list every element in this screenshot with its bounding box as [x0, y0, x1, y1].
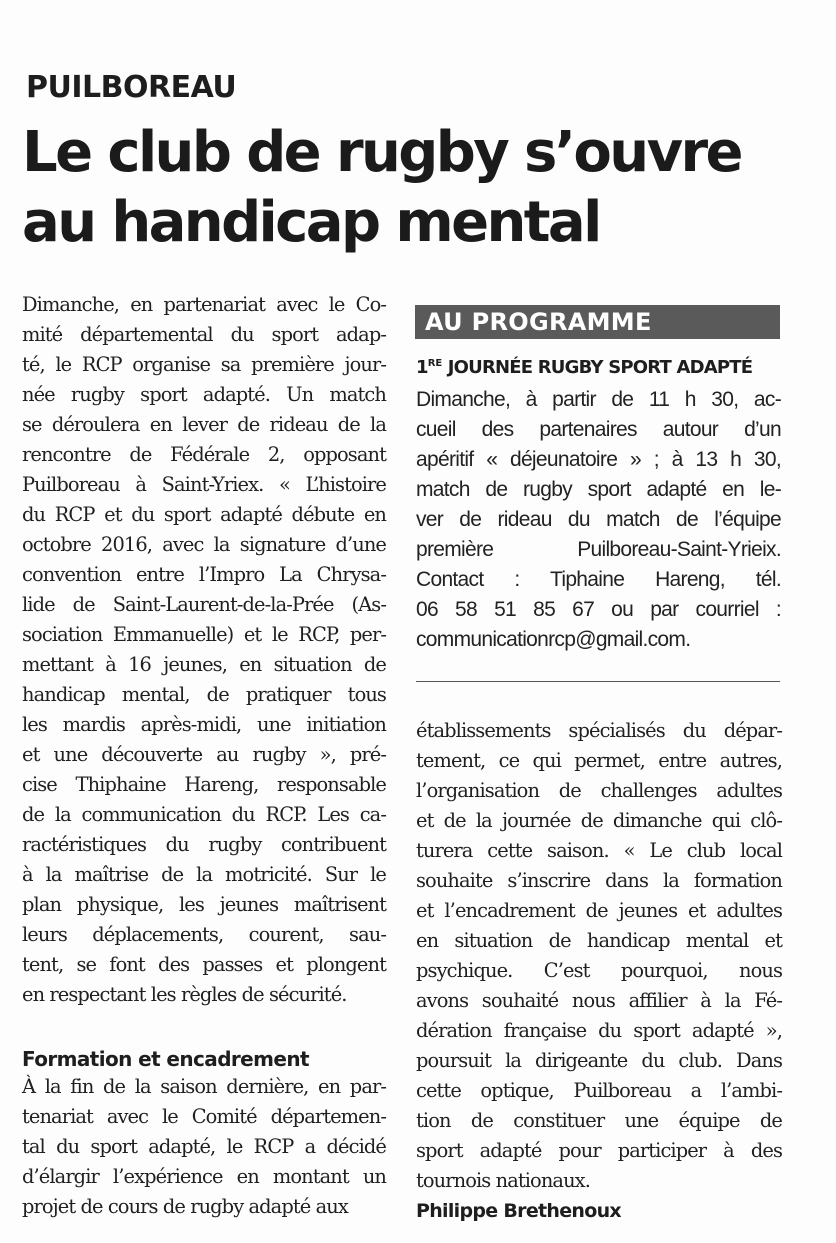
- body-text-line: sociation Emmanuelle) et le RCP, per-: [22, 623, 386, 646]
- body-text-line: plan physique, les jeunes maîtrisent: [22, 893, 386, 916]
- body-text-line: projet de cours de rugby adapté aux: [22, 1195, 348, 1218]
- body-text-line: à la maîtrise de la motricité. Sur le: [22, 863, 386, 886]
- body-text-line: les mardis après-midi, une initiation: [22, 713, 386, 736]
- body-text-line: mettant à 16 jeunes, en situation de: [22, 653, 386, 676]
- body-text-line: tournois nationaux.: [416, 1169, 590, 1192]
- body-text-line: avons souhaité nous affilier à la Fé-: [416, 989, 782, 1012]
- article-subhead: Formation et encadrement: [22, 1047, 309, 1071]
- body-text-line: convention entre l’Impro La Chrysa-: [22, 563, 386, 586]
- body-text-line: octobre 2016, avec la signature d’une: [22, 533, 386, 556]
- section-divider: [416, 681, 780, 682]
- programme-text-line: 06 58 51 85 67 ou par courriel :: [416, 598, 781, 621]
- article-headline: [22, 118, 822, 258]
- body-text-line: handicap mental, de pratiquer tous: [22, 683, 386, 706]
- body-text-line: née rugby sport adapté. Un match: [22, 383, 386, 406]
- body-text-line: dération française du sport adapté »,: [416, 1019, 782, 1042]
- programme-banner: [415, 305, 780, 339]
- body-text-line: en situation de handicap mental et: [416, 929, 782, 952]
- body-text-line: rencontre de Fédérale 2, opposant: [22, 443, 386, 466]
- body-text-line: en respectant les règles de sécurité.: [22, 983, 347, 1006]
- programme-text-line: Contact : Tiphaine Hareng, tél.: [416, 568, 781, 591]
- body-text-line: psychique. C’est pourquoi, nous: [416, 959, 782, 982]
- body-text-line: turera cette saison. « Le club local: [416, 839, 782, 862]
- headline-line: au handicap mental: [22, 190, 600, 255]
- programme-text-line: Dimanche, à partir de 11 h 30, ac-: [416, 388, 781, 411]
- body-text-line: l’organisation de challenges adultes: [416, 779, 782, 802]
- article-column-left: [22, 290, 386, 1010]
- body-text-line: Puilboreau à Saint-Yriex. « L’histoire: [22, 473, 386, 496]
- article-column-left-continued: [22, 1072, 386, 1222]
- section-kicker: PUILBOREAU: [26, 70, 237, 105]
- programme-text-line: cueil des partenaires autour d’un: [416, 418, 781, 441]
- body-text-line: tion de constituer une équipe de: [416, 1109, 782, 1132]
- headline-line: Le club de rugby s’ouvre: [22, 120, 741, 185]
- body-text-line: et une découverte au rugby », pré-: [22, 743, 386, 766]
- body-text-line: du RCP et du sport adapté débute en: [22, 503, 386, 526]
- body-text-line: d’élargir l’expérience en montant un: [22, 1165, 386, 1188]
- body-text-line: établissements spécialisés du dépar-: [416, 719, 782, 742]
- body-text-line: mité départemental du sport adap-: [22, 323, 386, 346]
- body-text-line: lide de Saint-Laurent-de-la-Prée (As-: [22, 593, 386, 616]
- body-text-line: tement, ce qui permet, entre autres,: [416, 749, 782, 772]
- programme-title-text: JOURNÉE RUGBY SPORT ADAPTÉ: [442, 357, 753, 378]
- body-text-line: té, le RCP organise sa première jour-: [22, 353, 386, 376]
- body-text-line: souhaite s’inscrire dans la formation: [416, 869, 782, 892]
- programme-text-line: ver de rideau du match de l’équipe: [416, 508, 781, 531]
- body-text-line: À la fin de la saison dernière, en par-: [22, 1075, 386, 1098]
- body-text-line: Dimanche, en partenariat avec le Co-: [22, 293, 386, 316]
- programme-text-line: match de rugby sport adapté en le-: [416, 478, 781, 501]
- body-text-line: tent, se font des passes et plongent: [22, 953, 386, 976]
- programme-title-ordinal: RE: [427, 358, 443, 369]
- article-column-right: [416, 716, 782, 1196]
- programme-title: [416, 357, 752, 378]
- programme-text-line: première Puilboreau-Saint-Yrieix.: [416, 538, 781, 561]
- body-text-line: se déroulera en lever de rideau de la: [22, 413, 386, 436]
- body-text-line: tal du sport adapté, le RCP a décidé: [22, 1135, 386, 1158]
- body-text-line: cette optique, Puilboreau a l’ambi-: [416, 1079, 782, 1102]
- body-text-line: ractéristiques du rugby contribuent: [22, 833, 386, 856]
- body-text-line: poursuit la dirigeante du club. Dans: [416, 1049, 782, 1072]
- body-text-line: cise Thiphaine Hareng, responsable: [22, 773, 386, 796]
- programme-details: [416, 385, 781, 655]
- programme-text-line: communicationrcp@gmail.com.: [416, 628, 691, 651]
- body-text-line: de la communication du RCP. Les ca-: [22, 803, 386, 826]
- programme-title-number: 1: [416, 357, 428, 378]
- body-text-line: leurs déplacements, courent, sau-: [22, 923, 386, 946]
- body-text-line: tenariat avec le Comité départemen-: [22, 1105, 386, 1128]
- programme-label: AU PROGRAMME: [425, 308, 652, 336]
- body-text-line: sport adapté pour participer à des: [416, 1139, 782, 1162]
- programme-text-line: apéritif « déjeunatoire » ; à 13 h 30,: [416, 448, 781, 471]
- body-text-line: et de la journée de dimanche qui clô-: [416, 809, 782, 832]
- author-byline: Philippe Brethenoux: [416, 1200, 621, 1222]
- body-text-line: et l’encadrement de jeunes et adultes: [416, 899, 782, 922]
